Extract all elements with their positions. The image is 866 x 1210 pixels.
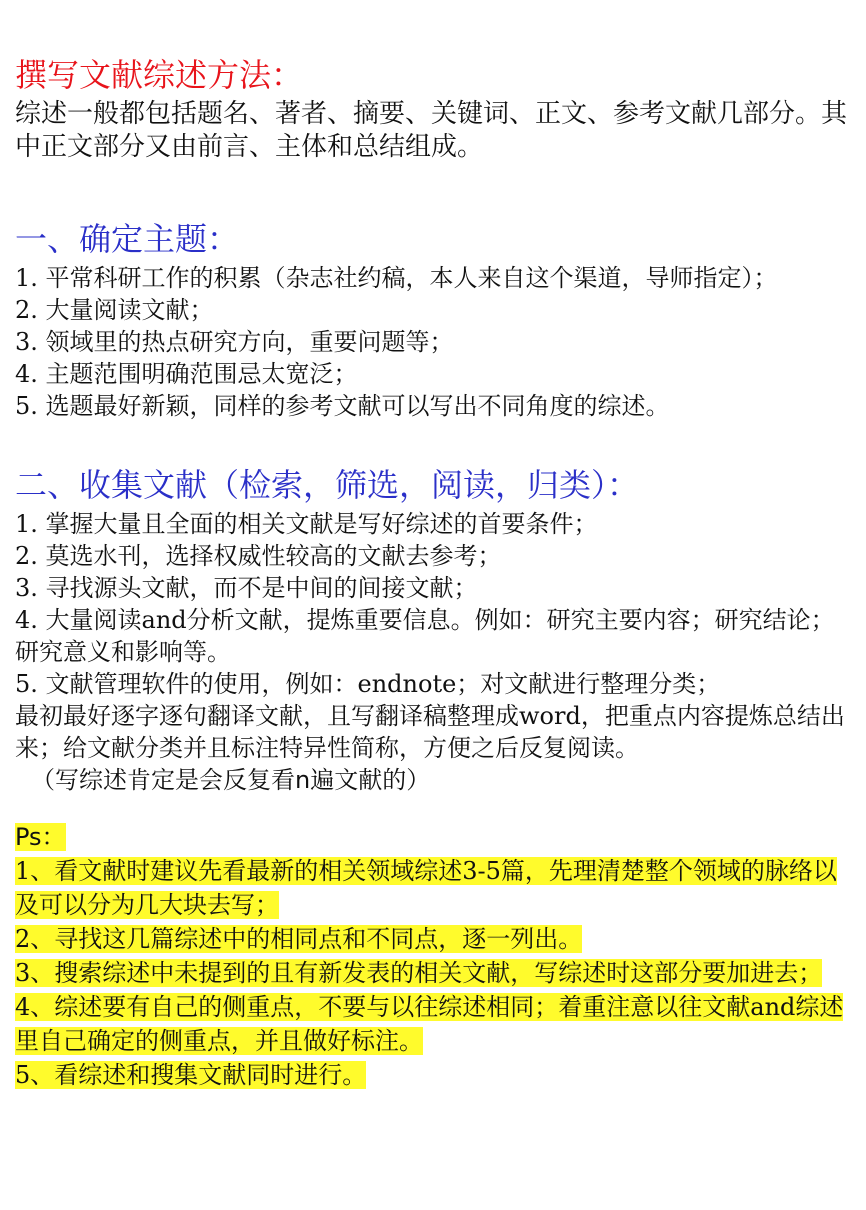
page-title: 撰写文献综述方法： (15, 56, 304, 94)
spacer (15, 422, 851, 462)
ps-label: Ps： (15, 823, 66, 851)
ps-item: 5、看综述和搜集文献同时进行。 (15, 1061, 367, 1089)
section2-list (15, 508, 851, 796)
list-item: 5. 文献管理软件的使用，例如：endnote；对文献进行整理分类； (15, 670, 721, 698)
ps-item-line (15, 1058, 851, 1092)
ps-item: 2、寻找这几篇综述中的相同点和不同点，逐一列出。 (15, 925, 583, 953)
section2-note: （写综述肯定是会反复看n遍文献的） (31, 766, 431, 794)
intro-paragraph: 综述一般都包括题名、著者、摘要、关键词、正文、参考文献几部分。其中正文部分又由前言、主体和总结组成。 (15, 99, 848, 162)
ps-label-line (15, 820, 851, 854)
ps-item: 3、搜索综述中未提到的且有新发表的相关文献，写综述时这部分要加进去； (15, 959, 823, 987)
list-item: 3. 领域里的热点研究方向，重要问题等； (15, 328, 454, 356)
list-item: 最初最好逐字逐句翻译文献，且写翻译稿整理成word，把重点内容提炼总结出来；给文献分类并且标注特异性简称，方便之后反复阅读。 (15, 702, 845, 762)
ps-item-line (15, 990, 851, 1058)
ps-item-line (15, 956, 851, 990)
list-item: 1. 掌握大量且全面的相关文献是写好综述的首要条件； (15, 510, 598, 538)
list-item: 3. 寻找源头文献，而不是中间的间接文献； (15, 574, 478, 602)
ps-item: 4、综述要有自己的侧重点，不要与以往综述相同；着重注意以往文献and综述里自己确定的侧重点，并且做好标注。 (15, 993, 844, 1055)
ps-item: 1、看文献时建议先看最新的相关领域综述3-5篇，先理清楚整个领域的脉络以及可以分为几大块去写； (15, 857, 837, 919)
ps-item-line (15, 854, 851, 922)
list-item: 4. 大量阅读and分析文献，提炼重要信息。例如：研究主要内容；研究结论；研究意义和影响等。 (15, 606, 835, 666)
section1-heading: 一、确定主题： (15, 220, 240, 258)
list-item: 1. 平常科研工作的积累（杂志社约稿，本人来自这个渠道，导师指定）； (15, 264, 778, 292)
section1-list (15, 262, 851, 422)
list-item: 2. 莫选水刊，选择权威性较高的文献去参考； (15, 542, 502, 570)
spacer (15, 164, 851, 216)
list-item: 4. 主题范围明确范围忌太宽泛； (15, 360, 358, 388)
ps-item-line (15, 922, 851, 956)
document-page (15, 52, 851, 1092)
list-item: 5. 选题最好新颖，同样的参考文献可以写出不同角度的综述。 (15, 392, 670, 420)
section2-heading: 二、收集文献（检索，筛选，阅读，归类）： (15, 466, 640, 504)
list-item: 2. 大量阅读文献； (15, 296, 214, 324)
ps-block (15, 820, 851, 1092)
